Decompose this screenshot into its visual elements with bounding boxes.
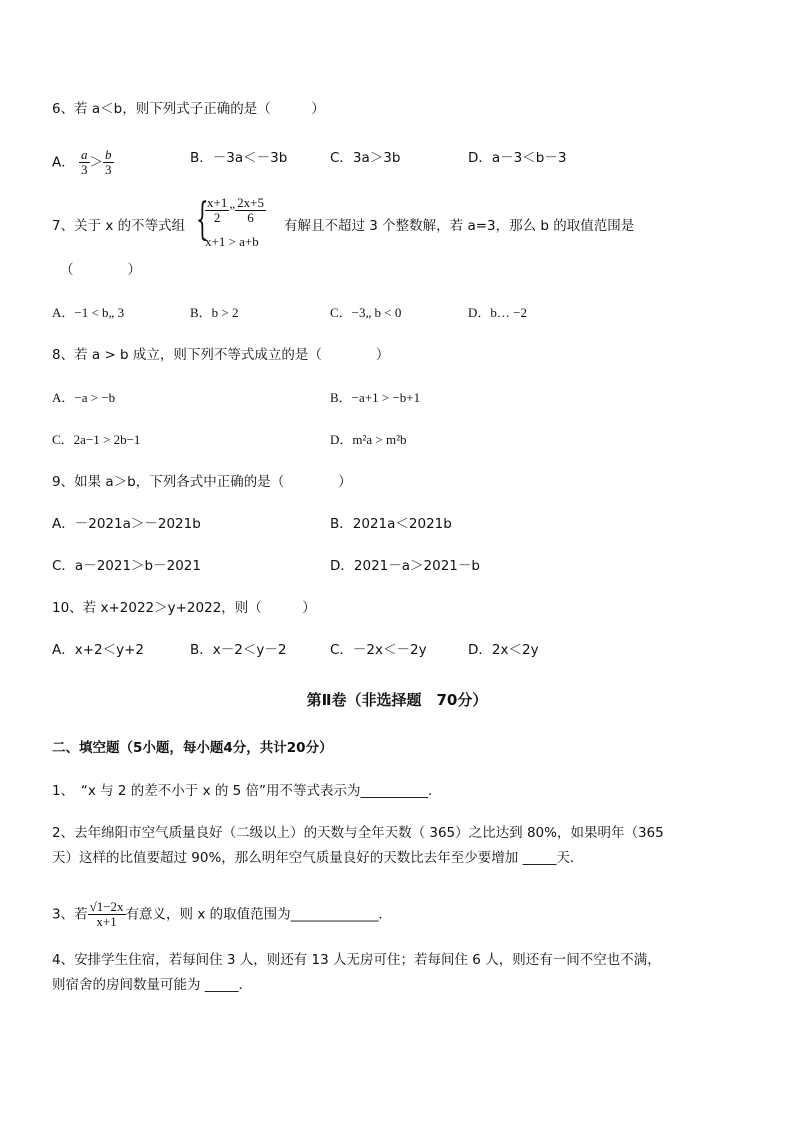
question-6-option-d[interactable]: D．a－3＜b－3 (468, 150, 567, 166)
question-7-option-b[interactable]: B．b > 2 (190, 305, 239, 320)
question-9-stem: 9、如果 a＞b，下列各式中正确的是（ ） (52, 474, 352, 490)
section-title: 第Ⅱ卷（非选择题 70分） (306, 691, 488, 709)
question-7-option-a[interactable]: A．−1 < b„ 3 (52, 305, 125, 320)
fill-question-2-line-1: 2、去年绵阳市空气质量良好（二级以上）的天数与全年天数（ 365）之比达到 80%，如果明年（365 (52, 825, 664, 841)
question-6-option-b[interactable]: B．－3a＜－3b (190, 150, 288, 166)
question-7-stem-pre: 7、关于 x 的不等式组 (52, 218, 186, 234)
question-10-option-a[interactable]: A．x+2＜y+2 (52, 642, 145, 658)
fill-question-4-line-1: 4、安排学生住宿，若每间住 3 人，则还有 13 人无房可住；若每间住 6 人，则还有一间不空也不满， (52, 952, 661, 968)
question-10-stem: 10、若 x+2022＞y+2022，则（ ） (52, 600, 316, 616)
question-8-option-d[interactable]: D．m²a > m²b (330, 432, 407, 447)
question-6-option-c[interactable]: C．3a＞3b (330, 150, 401, 166)
operator: ＞ (89, 154, 104, 171)
question-8-stem: 8、若 a > b 成立，则下列不等式成立的是（ ） (52, 347, 390, 363)
fraction: $\frac{a}{3}$ (81, 147, 88, 177)
question-8-option-b[interactable]: B．−a+1 > −b+1 (330, 390, 421, 405)
question-7-stem-post: 有解且不超过 3 个整数解，若 a=3，那么 b 的取值范围是 (284, 218, 635, 234)
fill-question-2-line-2: 天）这样的比值要超过 90%，那么明年空气质量良好的天数比去年至少要增加 _____天． (52, 850, 584, 866)
part-title: 二、填空题（5小题，每小题4分，共计20分） (52, 740, 333, 756)
question-9-option-d[interactable]: D．2021－a＞2021－b (330, 558, 480, 574)
option-label: A． (52, 154, 75, 171)
question-6-stem: 6、若 a＜b，则下列式子正确的是（ ） (52, 101, 325, 117)
answer-blank: （ ） (60, 262, 141, 278)
fraction: $\frac{√1-2x}{x+1}$ (89, 899, 124, 929)
question-10-option-b[interactable]: B．x－2＜y－2 (190, 642, 287, 658)
question-8-option-a[interactable]: A．−a > −b (52, 390, 116, 405)
question-10-option-d[interactable]: D．2x＜2y (468, 642, 539, 658)
fraction: $\frac{b}{3}$ (105, 147, 112, 177)
left-brace: { (196, 194, 209, 245)
inequality-system (196, 196, 286, 252)
system-row-2: x+1 > a+b (205, 234, 259, 249)
system-row-1: $\frac{x+1}{2}$ „ $\frac{2x+5}{6}$ (207, 195, 264, 225)
fill-question-3: 3、若 $\frac{√1-2x}{x+1}$ 有意义，则 x 的取值范围为_____________． (52, 899, 392, 929)
question-9-option-a[interactable]: A．－2021a＞－2021b (52, 516, 201, 532)
question-9-option-b[interactable]: B．2021a＜2021b (330, 516, 452, 532)
fill-question-1: 1、 “x 与 2 的差不小于 x 的 5 倍”用不等式表示为__________． (52, 783, 442, 799)
question-9-option-c[interactable]: C．a－2021＞b－2021 (52, 558, 201, 574)
question-7-option-c[interactable]: C．−3„ b < 0 (330, 305, 402, 320)
question-6-option-a[interactable] (52, 148, 114, 177)
question-8-option-c[interactable]: C．2a−1 > 2b−1 (52, 432, 141, 447)
question-10-option-c[interactable]: C．－2x＜－2y (330, 642, 427, 658)
fill-question-4-line-2: 则宿舍的房间数量可能为 _____． (52, 977, 253, 993)
question-7-option-d[interactable]: D．b… −2 (468, 305, 527, 320)
